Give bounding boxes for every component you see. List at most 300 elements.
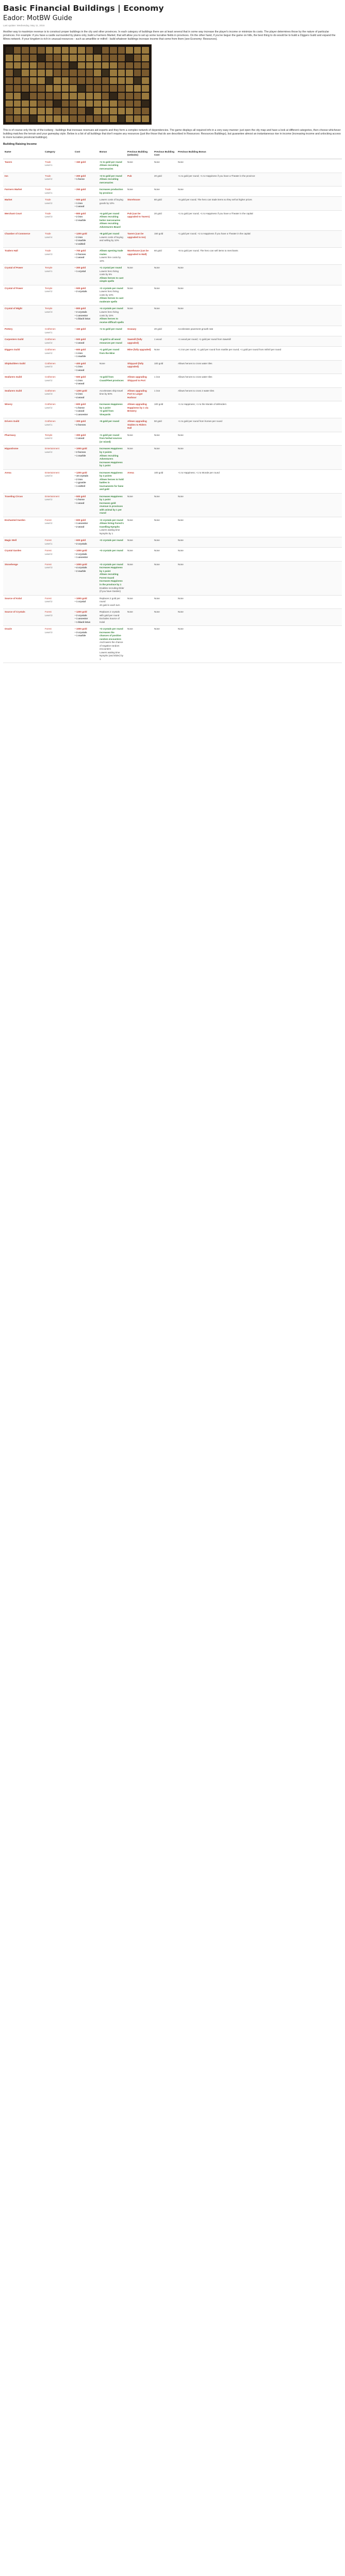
building-icon xyxy=(102,62,109,69)
bonus-item: Increases the chances of positive random encounters xyxy=(100,631,122,640)
bonus-item: +1 to gold per round xyxy=(100,160,122,163)
building-icon xyxy=(6,47,13,54)
building-name[interactable]: Farmers Market xyxy=(5,188,22,191)
level-label: Level 2 xyxy=(45,406,53,409)
level-label: Level 3 xyxy=(45,614,53,617)
cell-previous xyxy=(126,432,153,446)
table-row xyxy=(3,231,342,248)
cell-name xyxy=(3,626,43,663)
bonus-item: Allows heroes to cast simple spells xyxy=(100,276,124,283)
bonus-item: Lowers hero hiring costs by 5% xyxy=(100,269,119,276)
building-icon xyxy=(102,77,109,84)
building-icon xyxy=(118,77,125,84)
cell-previous-text: None xyxy=(127,447,133,450)
building-name[interactable]: Tavern xyxy=(5,160,12,163)
building-name[interactable]: Traders Hall xyxy=(5,249,18,252)
building-icon xyxy=(78,108,85,114)
cell-previous-bonus-text: None xyxy=(178,447,184,450)
cell-category xyxy=(43,360,73,374)
building-name[interactable]: Enchanted Garden xyxy=(5,518,26,521)
cell-previous-bonus xyxy=(176,374,342,388)
level-label: Level 2 xyxy=(45,437,53,440)
building-icon xyxy=(118,108,125,114)
category-link[interactable]: Forest xyxy=(45,628,52,631)
cost-item: • 2 crystals xyxy=(75,311,87,313)
cost-item: • 3 crystals xyxy=(75,631,87,634)
category-link[interactable]: Craftsmen xyxy=(45,362,56,365)
cell-bonus xyxy=(98,626,126,663)
cell-previous-text: None xyxy=(127,266,133,269)
building-name[interactable]: Source of Kolal xyxy=(5,597,22,600)
cost-item: • 1 ancestor xyxy=(75,522,88,525)
building-name[interactable]: Hippodrome xyxy=(5,447,19,450)
building-icon xyxy=(142,77,149,84)
cell-previous-bonus xyxy=(176,517,342,537)
cell-name xyxy=(3,517,43,537)
cell-bonus xyxy=(98,548,126,562)
cell-previous-text: Allows upgrading Port to Larger Harbour xyxy=(127,389,147,399)
category-link[interactable]: Craftsmen xyxy=(45,403,56,406)
building-name[interactable]: Crystal of Power xyxy=(5,266,23,269)
cell-previous xyxy=(126,265,153,285)
cell-previous-text: Pub xyxy=(127,174,132,177)
building-name[interactable]: Magic Well xyxy=(5,539,17,542)
table-row xyxy=(3,360,342,374)
cell-previous-bonus xyxy=(176,595,342,609)
building-name[interactable]: Winery xyxy=(5,403,12,406)
cell-bonus xyxy=(98,609,126,626)
level-label: Level 1 xyxy=(45,542,53,545)
building-icon xyxy=(46,62,53,69)
cost-item: • 1 granite xyxy=(75,481,86,484)
building-icon xyxy=(118,100,125,107)
table-row xyxy=(3,561,342,595)
bonus-item: Allows heroes to receive difficult spells xyxy=(100,317,124,324)
cell-bonus xyxy=(98,347,126,361)
building-name[interactable]: Seafarers Guild xyxy=(5,389,22,392)
cell-previous-cost xyxy=(153,626,176,663)
bonus-item: +3 crystals per round xyxy=(100,549,123,552)
building-icon xyxy=(46,85,53,92)
building-icon xyxy=(142,100,149,107)
cell-previous xyxy=(126,517,153,537)
building-name[interactable]: Merchant Court xyxy=(5,212,22,215)
cell-category xyxy=(43,306,73,326)
category-link[interactable]: Craftsmen xyxy=(45,328,56,331)
cell-name xyxy=(3,347,43,361)
table-row xyxy=(3,336,342,347)
table-row xyxy=(3,265,342,285)
building-icon xyxy=(14,55,21,61)
category-link[interactable]: Trade xyxy=(45,198,51,201)
building-icon xyxy=(54,115,61,122)
cost-item: • 1200 gold xyxy=(75,389,87,392)
cell-previous xyxy=(126,446,153,469)
cost-item: • 2 marble xyxy=(75,218,86,222)
building-icon xyxy=(46,55,53,61)
cell-previous-cost-text: 1 iron xyxy=(154,389,160,392)
category-link[interactable]: Forest xyxy=(45,597,52,600)
building-icon xyxy=(54,70,61,76)
cell-previous-bonus xyxy=(176,159,342,173)
building-icon xyxy=(142,108,149,114)
cell-bonus xyxy=(98,265,126,285)
cell-previous-bonus-text: None xyxy=(178,563,184,566)
category-link[interactable]: Trade xyxy=(45,188,51,191)
cell-bonus xyxy=(98,517,126,537)
cell-previous xyxy=(126,306,153,326)
cell-previous xyxy=(126,387,153,401)
level-label: Level 2 xyxy=(45,498,53,501)
cell-previous-cost-text: 20 gold xyxy=(154,212,162,215)
building-icon xyxy=(46,77,53,84)
building-icon xyxy=(62,47,69,54)
building-icon xyxy=(86,100,93,107)
building-icon xyxy=(22,93,29,99)
building-icon xyxy=(14,77,21,84)
category-link[interactable]: Craftsmen xyxy=(45,376,56,379)
cell-previous-bonus-text: Allows heroes to cross water tiles xyxy=(178,376,212,379)
cell-previous-bonus-text: +1 to Happiness; +1 to Morale per round xyxy=(178,471,220,474)
cell-previous xyxy=(126,548,153,562)
category-link[interactable]: Temple xyxy=(45,266,53,269)
cell-previous xyxy=(126,326,153,336)
cell-previous-cost-text: None xyxy=(154,307,160,310)
category-link[interactable]: Forest xyxy=(45,549,52,552)
category-link[interactable]: Trade xyxy=(45,160,51,163)
cell-name xyxy=(3,561,43,595)
cell-previous xyxy=(126,231,153,248)
category-link[interactable]: Craftsmen xyxy=(45,420,56,423)
building-icon xyxy=(30,115,37,122)
building-icon xyxy=(38,55,45,61)
building-icon xyxy=(6,100,13,107)
building-tree-grid xyxy=(6,47,149,122)
bonus-item: +1 gold per round from herbal sources (or mixed) xyxy=(100,433,122,443)
category-link[interactable]: Temple xyxy=(45,307,53,310)
cell-previous-bonus-text: None xyxy=(178,518,184,521)
table-row xyxy=(3,173,342,187)
cost-item: • 1000 gold xyxy=(75,447,87,450)
building-name[interactable]: Crystal of Power xyxy=(5,286,23,290)
cell-category xyxy=(43,265,73,285)
building-name[interactable]: Source of Crystals xyxy=(5,611,25,614)
cost-item: • 2 crystals xyxy=(75,552,87,555)
category-link[interactable]: Forest xyxy=(45,563,52,566)
cell-previous-cost xyxy=(153,265,176,285)
cell-previous-text: Arena xyxy=(127,471,134,474)
cell-previous-bonus-text: None xyxy=(178,188,184,191)
cell-bonus xyxy=(98,595,126,609)
cell-previous-cost-text: None xyxy=(154,160,160,163)
cost-item: • 250 gold xyxy=(75,188,86,191)
building-icon xyxy=(118,47,125,54)
building-icon xyxy=(118,70,125,76)
building-icon xyxy=(86,85,93,92)
building-icon xyxy=(110,62,117,69)
building-icon xyxy=(46,70,53,76)
building-name[interactable]: Market xyxy=(5,198,12,201)
cell-previous-bonus xyxy=(176,537,342,548)
cost-item: • 1 wood xyxy=(75,501,85,504)
bonus-item: +2 crystals per round xyxy=(100,539,123,542)
category-link[interactable]: Forest xyxy=(45,611,52,614)
category-link[interactable]: Entertainment xyxy=(45,495,60,498)
bonus-item: Replaces 2 crystals with gold per round xyxy=(100,611,120,617)
building-icon xyxy=(62,100,69,107)
cell-cost xyxy=(73,401,98,418)
building-name[interactable]: Shipbuilders Guild xyxy=(5,362,26,365)
cell-previous-cost-text: 100 gold xyxy=(154,471,163,474)
building-icon xyxy=(78,115,85,122)
level-label: Level 4 xyxy=(45,235,53,239)
building-icon xyxy=(142,93,149,99)
cell-cost xyxy=(73,173,98,187)
building-icon xyxy=(86,55,93,61)
building-icon xyxy=(86,62,93,69)
cell-previous-cost-text: 1 iron xyxy=(154,376,160,379)
cost-item: • 1 mithril xyxy=(75,484,86,487)
building-name[interactable]: Arena xyxy=(5,471,11,474)
building-name[interactable]: Oracle xyxy=(5,628,12,631)
building-icon xyxy=(54,108,61,114)
category-link[interactable]: Forest xyxy=(45,539,52,542)
table-heading: Building Raising Income xyxy=(3,143,37,146)
cost-item: • 600 gold xyxy=(75,518,86,521)
table-row xyxy=(3,374,342,388)
category-link[interactable]: Forest xyxy=(45,518,52,521)
cell-cost xyxy=(73,517,98,537)
building-icon xyxy=(86,77,93,84)
building-name[interactable]: Crystal of Might xyxy=(5,307,23,310)
building-icon xyxy=(70,77,77,84)
bonus-item: Allows heroes to cast moderate spells xyxy=(100,297,124,303)
cell-name xyxy=(3,374,43,388)
cell-category xyxy=(43,231,73,248)
building-icon xyxy=(54,85,61,92)
cost-item: • 2 mithril xyxy=(75,242,86,245)
cell-name xyxy=(3,231,43,248)
cell-previous-text: None xyxy=(127,549,133,552)
cell-previous-cost-text: None xyxy=(154,597,160,600)
table-row xyxy=(3,326,342,336)
cell-previous-cost xyxy=(153,197,176,211)
cost-item: • 2 crystals xyxy=(75,614,87,617)
cell-previous-text: None xyxy=(127,433,133,436)
cell-cost xyxy=(73,374,98,388)
building-name[interactable]: Stonehenge xyxy=(5,563,18,566)
building-icon xyxy=(134,62,141,69)
cell-bonus xyxy=(98,401,126,418)
category-link[interactable]: Entertainment xyxy=(45,471,60,474)
cost-item: • 500 gold xyxy=(75,495,86,498)
bonus-item: Increases production by province xyxy=(100,188,123,194)
cost-item: • 500 gold xyxy=(75,198,86,201)
cost-item: • 600 gold xyxy=(75,348,86,351)
building-icon xyxy=(78,85,85,92)
bonus-item: +2 gold from Vineyards xyxy=(100,410,114,416)
cell-bonus xyxy=(98,197,126,211)
building-icon xyxy=(86,93,93,99)
building-icon xyxy=(94,55,101,61)
cell-category xyxy=(43,517,73,537)
cell-previous xyxy=(126,418,153,432)
cell-previous-bonus xyxy=(176,548,342,562)
cost-item: • 1 wood xyxy=(75,341,85,344)
cost-item: • 800 gold xyxy=(75,212,86,215)
cell-name xyxy=(3,609,43,626)
cell-previous-bonus xyxy=(176,306,342,326)
category-link[interactable]: Trade xyxy=(45,212,51,215)
table-row xyxy=(3,306,342,326)
level-label: Level 1 xyxy=(45,191,53,194)
table-row xyxy=(3,469,342,493)
building-name[interactable]: Pottery xyxy=(5,328,13,331)
cell-previous-bonus-text: None xyxy=(178,495,184,498)
cost-item: • 1 marble xyxy=(75,454,86,457)
cell-previous-bonus-text: None xyxy=(178,611,184,614)
cell-previous xyxy=(126,197,153,211)
level-label: Level 2 xyxy=(45,522,53,525)
building-name[interactable]: Carpenters Guild xyxy=(5,338,24,341)
cost-item: • 2 marble xyxy=(75,569,86,572)
cost-item: • 1 black lotus xyxy=(75,317,91,320)
cell-bonus xyxy=(98,446,126,469)
cost-item: • 1 ancestor xyxy=(75,556,88,559)
cell-previous-bonus-text: Allows heroes to cross water tiles xyxy=(178,362,212,365)
cost-item: • 1 wood xyxy=(75,256,85,259)
cell-name xyxy=(3,187,43,197)
building-icon xyxy=(6,115,13,122)
cell-previous-text: None xyxy=(127,160,133,163)
building-icon xyxy=(38,93,45,99)
building-name[interactable]: Traveling Circus xyxy=(5,495,23,498)
bonus-item: 40 gold in each turn xyxy=(100,603,120,606)
cell-name xyxy=(3,401,43,418)
building-icon xyxy=(62,93,69,99)
cost-item: • 1 marble xyxy=(75,634,86,637)
building-icon xyxy=(54,100,61,107)
bonus-item: Enables recruiting Elder (if you have Garden) xyxy=(100,586,124,593)
category-link[interactable]: Temple xyxy=(45,433,53,436)
building-name[interactable]: Chamber of Commerce xyxy=(5,232,30,235)
cell-cost xyxy=(73,187,98,197)
building-name[interactable]: Drivers Guild xyxy=(5,420,20,423)
building-icon xyxy=(14,93,21,99)
cell-previous-text: None xyxy=(127,495,133,498)
table-row xyxy=(3,197,342,211)
cell-previous-cost-text: 50 gold xyxy=(154,420,162,423)
level-label: Level 2 xyxy=(45,379,53,382)
cell-previous-text: Allows upgrading Happiness by 1 via Brewery xyxy=(127,403,149,413)
cost-item: • 1 crystal xyxy=(75,269,86,273)
category-link[interactable]: Trade xyxy=(45,232,51,235)
cell-category xyxy=(43,173,73,187)
bonus-item: Increases Happiness in the province by 1 xyxy=(100,580,123,586)
cell-previous xyxy=(126,336,153,347)
building-icon xyxy=(6,108,13,114)
building-icon xyxy=(126,62,133,69)
building-icon xyxy=(142,115,149,122)
cell-cost xyxy=(73,595,98,609)
cell-previous-bonus-text: None xyxy=(178,549,184,552)
cell-cost xyxy=(73,210,98,231)
building-icon xyxy=(118,55,125,61)
cell-name xyxy=(3,336,43,347)
cost-item: • 4 crystals xyxy=(75,566,87,569)
cell-previous-cost-text: 20 gold xyxy=(154,328,162,331)
category-link[interactable]: Craftsmen xyxy=(45,348,56,351)
cell-previous-cost-text: None xyxy=(154,611,160,614)
category-link[interactable]: Temple xyxy=(45,286,53,290)
category-link[interactable]: Entertainment xyxy=(45,447,60,450)
cost-item: • 500 gold xyxy=(75,338,86,341)
building-icon xyxy=(110,85,117,92)
cell-previous-text: None xyxy=(127,188,133,191)
building-icon xyxy=(14,108,21,114)
building-icon xyxy=(70,85,77,92)
cell-previous-bonus-text: None xyxy=(178,160,184,163)
category-link[interactable]: Craftsmen xyxy=(45,338,56,341)
cell-previous-bonus xyxy=(176,432,342,446)
building-icon xyxy=(22,115,29,122)
cost-item: • 2 crystals xyxy=(75,542,87,545)
cell-previous-cost xyxy=(153,561,176,595)
cost-item: • 4 wood xyxy=(75,396,85,399)
building-icon xyxy=(134,77,141,84)
level-label: Level 3 xyxy=(45,474,53,478)
building-icon xyxy=(46,115,53,122)
cell-previous-bonus xyxy=(176,493,342,517)
building-icon xyxy=(30,85,37,92)
level-label: Level 1 xyxy=(45,164,53,167)
cost-item: • 1 horse xyxy=(75,498,85,501)
cell-previous xyxy=(126,561,153,595)
cell-name xyxy=(3,197,43,211)
building-name[interactable]: Diggers Guild xyxy=(5,348,20,351)
building-icon xyxy=(54,55,61,61)
building-name[interactable]: Crystal Garden xyxy=(5,549,22,552)
cell-previous-bonus xyxy=(176,210,342,231)
building-icon xyxy=(110,93,117,99)
building-name[interactable]: Pharmacy xyxy=(5,433,16,436)
cell-previous xyxy=(126,374,153,388)
cell-previous-bonus-text: +1 iron per round; +1 gold per round from marble per round; +1 gold per round from mithril per round xyxy=(178,348,281,351)
level-label: Level 1 xyxy=(45,331,53,334)
cost-item: • 500 gold xyxy=(75,376,86,379)
cost-item: • 700 gold xyxy=(75,249,86,252)
cell-previous-bonus-text: Accelerates pavement growth rate xyxy=(178,328,213,331)
cell-previous xyxy=(126,401,153,418)
cell-name xyxy=(3,285,43,306)
cell-previous-cost xyxy=(153,446,176,469)
building-icon xyxy=(14,62,21,69)
building-name[interactable]: Inn xyxy=(5,174,8,177)
category-link[interactable]: Trade xyxy=(45,174,51,177)
cell-name xyxy=(3,306,43,326)
building-icon xyxy=(22,47,29,54)
building-icon xyxy=(102,93,109,99)
cost-item: • 2 wood xyxy=(75,525,85,528)
level-label: Level 2 xyxy=(45,450,53,453)
building-name[interactable]: Seafarers Guild xyxy=(5,376,22,379)
cell-category xyxy=(43,285,73,306)
cell-previous-bonus xyxy=(176,360,342,374)
category-link[interactable]: Craftsmen xyxy=(45,389,56,392)
cell-cost xyxy=(73,418,98,432)
category-link[interactable]: Trade xyxy=(45,249,51,252)
building-icon xyxy=(118,93,125,99)
